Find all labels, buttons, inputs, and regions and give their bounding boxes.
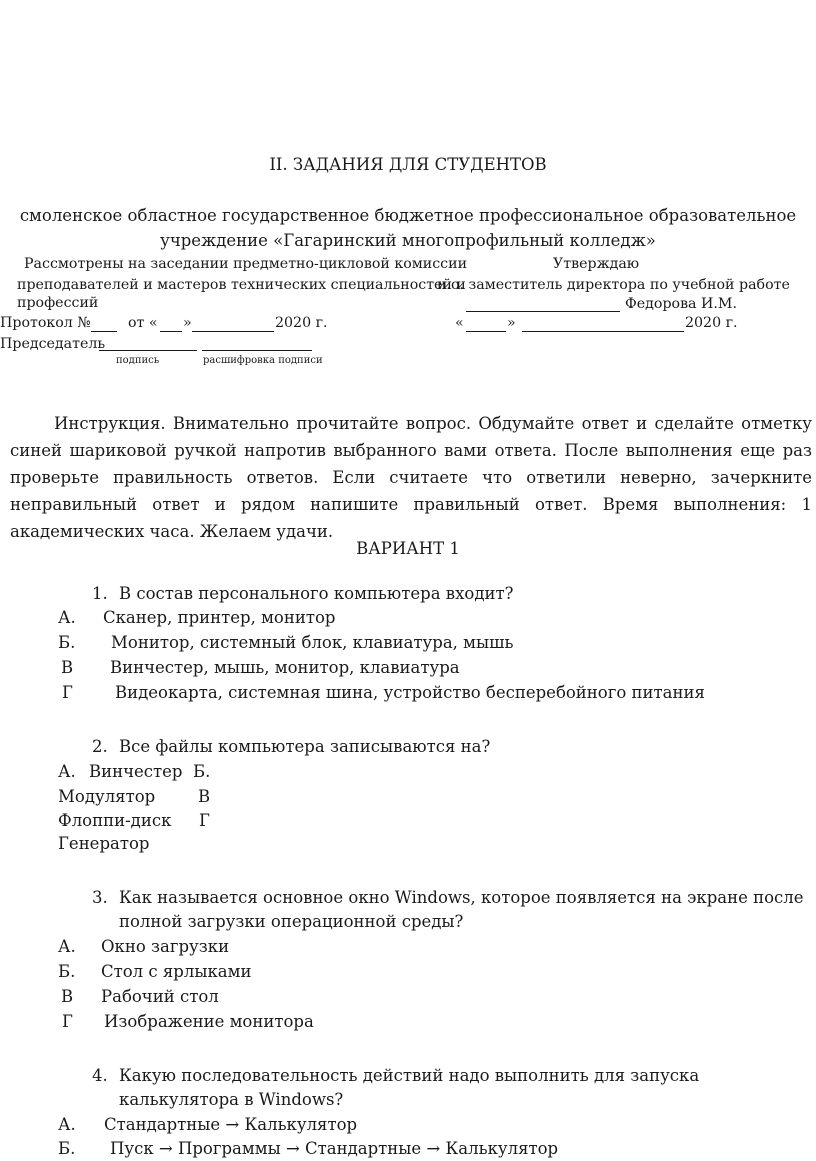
q2-line-1-b: Винчестер [89, 762, 183, 781]
q2-line-3-a: Флоппи-диск [58, 811, 172, 830]
variant-title: ВАРИАНТ 1 [356, 539, 460, 558]
approval-left-line-2: преподавателей и мастеров технических специальностей и [17, 277, 466, 293]
q3-option-b: Стол с ярлыками [101, 962, 252, 981]
q3-option-a-letter: А. [58, 937, 76, 956]
q1-option-a-letter: А. [58, 608, 76, 627]
approval-left-line-1: Рассмотрены на заседании предметно-цикловой комиссии [24, 256, 468, 272]
protocol-day-line [160, 331, 182, 332]
q1-option-a: Сканер, принтер, монитор [103, 608, 336, 627]
q2-line-4-a: Генератор [58, 834, 150, 853]
protocol-month-line [192, 331, 274, 332]
q3-option-c-letter: В [61, 987, 74, 1006]
approval-day-line [466, 331, 506, 332]
q4-option-b-letter: Б. [58, 1139, 76, 1158]
question-4-number: 4. [92, 1066, 108, 1085]
q2-line-1-a: А. [58, 762, 76, 781]
protocol-label: Протокол № [0, 315, 91, 331]
approval-year: 2020 г. [685, 315, 738, 331]
chairman-label: Председатель [0, 336, 106, 352]
q4-option-a-letter: А. [58, 1115, 76, 1134]
section-title: II. ЗАДАНИЯ ДЛЯ СТУДЕНТОВ [269, 155, 547, 174]
question-1-text: В состав персонального компьютера входит? [119, 584, 514, 603]
institution-line-2: учреждение «Гагаринский многопрофильный колледж» [160, 231, 656, 250]
protocol-year: 2020 г. [275, 315, 328, 331]
q2-line-3-b: Г [199, 811, 210, 830]
signature-caption: подпись [116, 355, 160, 366]
q3-option-d-letter: Г [62, 1012, 73, 1031]
question-3-text-line-1: Как называется основное окно Windows, которое появляется на экране после [119, 888, 804, 907]
question-2-text: Все файлы компьютера записываются на? [119, 737, 491, 756]
question-3-text-line-2: полной загрузки операционной среды? [119, 912, 464, 931]
q1-option-d: Видеокарта, системная шина, устройство бесперебойного питания [115, 683, 705, 702]
q2-line-1-c: Б. [193, 762, 211, 781]
protocol-from: от « [128, 315, 158, 331]
q1-option-d-letter: Г [62, 683, 73, 702]
q3-option-d: Изображение монитора [104, 1012, 314, 1031]
approval-right-line-2: и.о. заместитель директора по учебной работе [437, 277, 790, 293]
question-3-number: 3. [92, 888, 108, 907]
signature-line [99, 350, 197, 351]
q3-option-a: Окно загрузки [101, 937, 230, 956]
q3-option-c: Рабочий стол [101, 987, 219, 1006]
director-name: Федорова И.М. [625, 296, 737, 312]
decode-line [202, 350, 312, 351]
protocol-quote-close: » [183, 315, 192, 331]
q1-option-c: Винчестер, мышь, монитор, клавиатура [110, 658, 460, 677]
q2-line-2-b: В [198, 787, 211, 806]
q2-line-2-a: Модулятор [58, 787, 156, 806]
instruction-paragraph: Инструкция. Внимательно прочитайте вопрос. Обдумайте ответ и сделайте отметку синей шариковой ручкой напротив выбранного вами ответа. После выполнения еще раз проверьте правильность ответов. Если считаете что ответили неверно, зачеркните неправильный ответ и рядом напишите правильный ответ. Время выполнения: 1 академических часа. Желаем удачи. [10, 414, 812, 541]
approval-left-line-3: профессий [17, 295, 99, 311]
question-4-text-line-2: калькулятора в Windows? [119, 1090, 344, 1109]
protocol-number-line [91, 331, 117, 332]
question-2-number: 2. [92, 737, 108, 756]
question-4-text-line-1: Какую последовательность действий надо выполнить для запуска [119, 1066, 700, 1085]
approval-date-close: » [507, 315, 516, 331]
director-signature-line [466, 311, 620, 312]
approval-month-line [522, 331, 684, 332]
approval-right-line-1: Утверждаю [553, 256, 640, 272]
q3-option-b-letter: Б. [58, 962, 76, 981]
q1-option-b: Монитор, системный блок, клавиатура, мышь [111, 633, 514, 652]
question-1-number: 1. [92, 584, 108, 603]
institution-line-1: смоленское областное государственное бюджетное профессиональное образовательное [19, 206, 797, 225]
q1-option-b-letter: Б. [58, 633, 76, 652]
approval-date-open: « [455, 315, 464, 331]
q4-option-b: Пуск → Программы → Стандартные → Калькулятор [110, 1139, 559, 1158]
q4-option-a: Стандартные → Калькулятор [104, 1115, 358, 1134]
q1-option-c-letter: В [61, 658, 74, 677]
decode-caption: расшифровка подписи [203, 355, 323, 366]
